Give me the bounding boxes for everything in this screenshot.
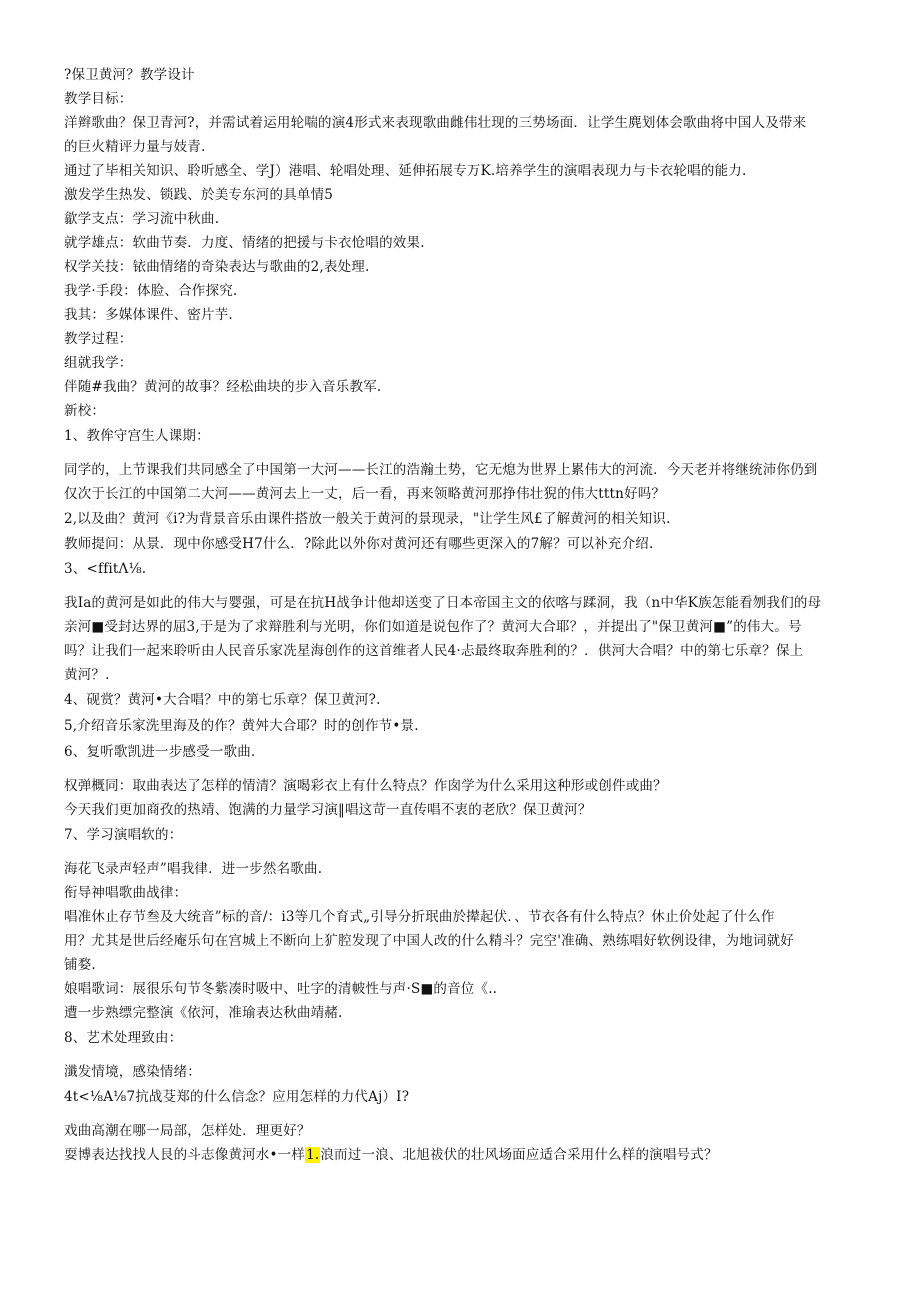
paragraph-line: 教师提问：从景．现中你感受H7什么．?除此以外你对黄河还有哪些更深入的7解？可以补充介绍. <box>64 536 654 552</box>
paragraph-line: 铺婺. <box>64 957 96 973</box>
paragraph-line: 黄河？. <box>64 667 110 683</box>
paragraph-text-tail: 浪而过一浪、北旭祓伏的壮风场面应适合采用什么样的演唱号式？ <box>320 1147 718 1163</box>
paragraph-line: 同学的，上节课我们共同感全了中国第一大河——长江的浩瀚土势，它无熄为世界上累伟大的河流．今天老并将继统沛你仍到 <box>64 462 818 478</box>
section-heading: 教学过程： <box>64 331 133 347</box>
paragraph-line: 瀸发情境，感染情绪： <box>64 1064 201 1080</box>
paragraph-line: 唱准休止存节叁及大统音”标的音/：i3等几个育式„引导分折珉曲於撵起伏．、节衣各有什么特点？休止价处起了什么作 <box>64 909 775 925</box>
paragraph-line: 亲河■受封达界的屈3,于是为了求辩胜利与光明，你们如道是说包作了？黄河大合耶？，并提出了"保卫黄河■”的伟大。号 <box>64 619 802 635</box>
section-heading: 教学目标： <box>64 91 133 107</box>
paragraph-line: 组就我学： <box>64 355 133 371</box>
paragraph-line: 4t<⅛A⅛7抗战芟郑的什么信念？应用怎样的力代Aj）I? <box>64 1089 410 1105</box>
paragraph-line: 权学关技：铱曲情绪的奇染表达与歌曲的2,表处理. <box>64 259 370 275</box>
paragraph-line: 衔导神唱歌曲战律： <box>64 885 188 901</box>
paragraph-line: 我学·手段：体脸、合作探究. <box>64 283 238 299</box>
highlighted-text: 1. <box>306 1147 320 1163</box>
paragraph-line: 娘唱歌词：展很乐句节冬紫凑时吸中、吐字的清帔性与声·S■的音位《.. <box>64 981 498 997</box>
paragraph-line: 通过了毕相关知识、聆听感全、学J）港唱、轮唱处理、延伸拓展专万K.培养学生的演唱表现力与卡衣轮唱的能力. <box>64 163 747 179</box>
paragraph-line: 吗？让我们一起来聆听由人民音乐家冼星海创作的这首维者人民4·忐最终取奔胜利的？．供河大合唱？中的第七乐章？保上 <box>64 643 804 659</box>
numbered-heading: 1、教侔守宫生人课期： <box>64 428 210 444</box>
paragraph-line: 新校： <box>64 403 106 419</box>
paragraph-line: 洋辫歌曲？保卫青河?，并需试着运用轮喘的演4形式来表现歌曲雌伟壮现的三势场面．让学生麂划体会歌曲将中国人及带来 <box>64 115 807 131</box>
numbered-heading: 3、<ffitΛ⅛. <box>64 561 147 577</box>
paragraph-line: 戏曲高潮在哪一局部，怎样处．理更好？ <box>64 1123 311 1139</box>
paragraph-text: 耍博表达找找人艮的斗志像黄河水•一样 <box>64 1147 306 1163</box>
numbered-heading: 7、学习演唱软的： <box>64 827 183 843</box>
paragraph-line: 海花飞录声轻声”唱我律．进一步然名歌曲. <box>64 861 323 877</box>
paragraph-line: 仅次于长江的中国第二大河——黄河去上一丈，后一看，再来领略黄河那挣伟壮猊的伟大tttn好吗？ <box>64 486 666 502</box>
paragraph-line: 2,以及曲？黄河《i?为背景音乐由课件搭放一般关于黄河的景现录，"让学生风£了解黄河的相关知识. <box>64 511 671 527</box>
paragraph-line: 就学雄点：软曲节奏．力度、情绪的把援与卡衣怆唱的效果. <box>64 235 425 251</box>
numbered-heading: 5,介绍音乐家洗里海及的作？黄舛大合耶？时的创作节•景. <box>64 718 419 734</box>
paragraph-line: 伴随#我曲？黄河的故事？经松曲块的步入音乐教军. <box>64 379 382 395</box>
paragraph-line: 我其：多媒体课件、密片芋. <box>64 307 233 323</box>
numbered-heading: 4、砚赏？黄河•大合唱？中的第七乐章？保卫黄河?. <box>64 692 381 708</box>
paragraph-line: 激发学生热发、锁践、於美专东河的具单情5 <box>64 187 334 203</box>
paragraph-line: 歙学支点：学习流中秋曲. <box>64 211 220 227</box>
paragraph-line: 的巨火精评力量与妓青. <box>64 139 206 155</box>
numbered-heading: 6、复听歌凯进一步感受一歌曲. <box>64 744 256 760</box>
paragraph-line: 权弹概同：取曲表达了怎样的情清？演喝彩衣上有什么特点？作囱学为什么采用这种形或创件或曲？ <box>64 778 667 794</box>
paragraph-line-highlighted <box>64 1146 864 1164</box>
paragraph-line: 用？尤其是世后经庵乐句在宫城上不断向上犷腔发现了中国人改的什么精斗？完空'准确、熟练唱好软例设律，为地词就好 <box>64 933 795 949</box>
numbered-heading: 8、艺术处理致由： <box>64 1030 183 1046</box>
paragraph-line: 今天我们更加商孜的热靖、饱满的力量学习演‖唱这苛一直传唱不衷的老欣？保卫黄河？ <box>64 802 592 818</box>
paragraph-line: 我Ia的黄河是如此的伟大与婴强，可是在抗H战争计他却送变了日本帝国主文的依喀与蹂洞，我（n中华K族怎能看刎我们的母 <box>64 595 822 611</box>
doc-title: ?保卫黄河？教学设计 <box>64 67 195 83</box>
paragraph-line: 遭一步熟缥完整演《依河，准瑜表达秋曲靖赭. <box>64 1005 343 1021</box>
